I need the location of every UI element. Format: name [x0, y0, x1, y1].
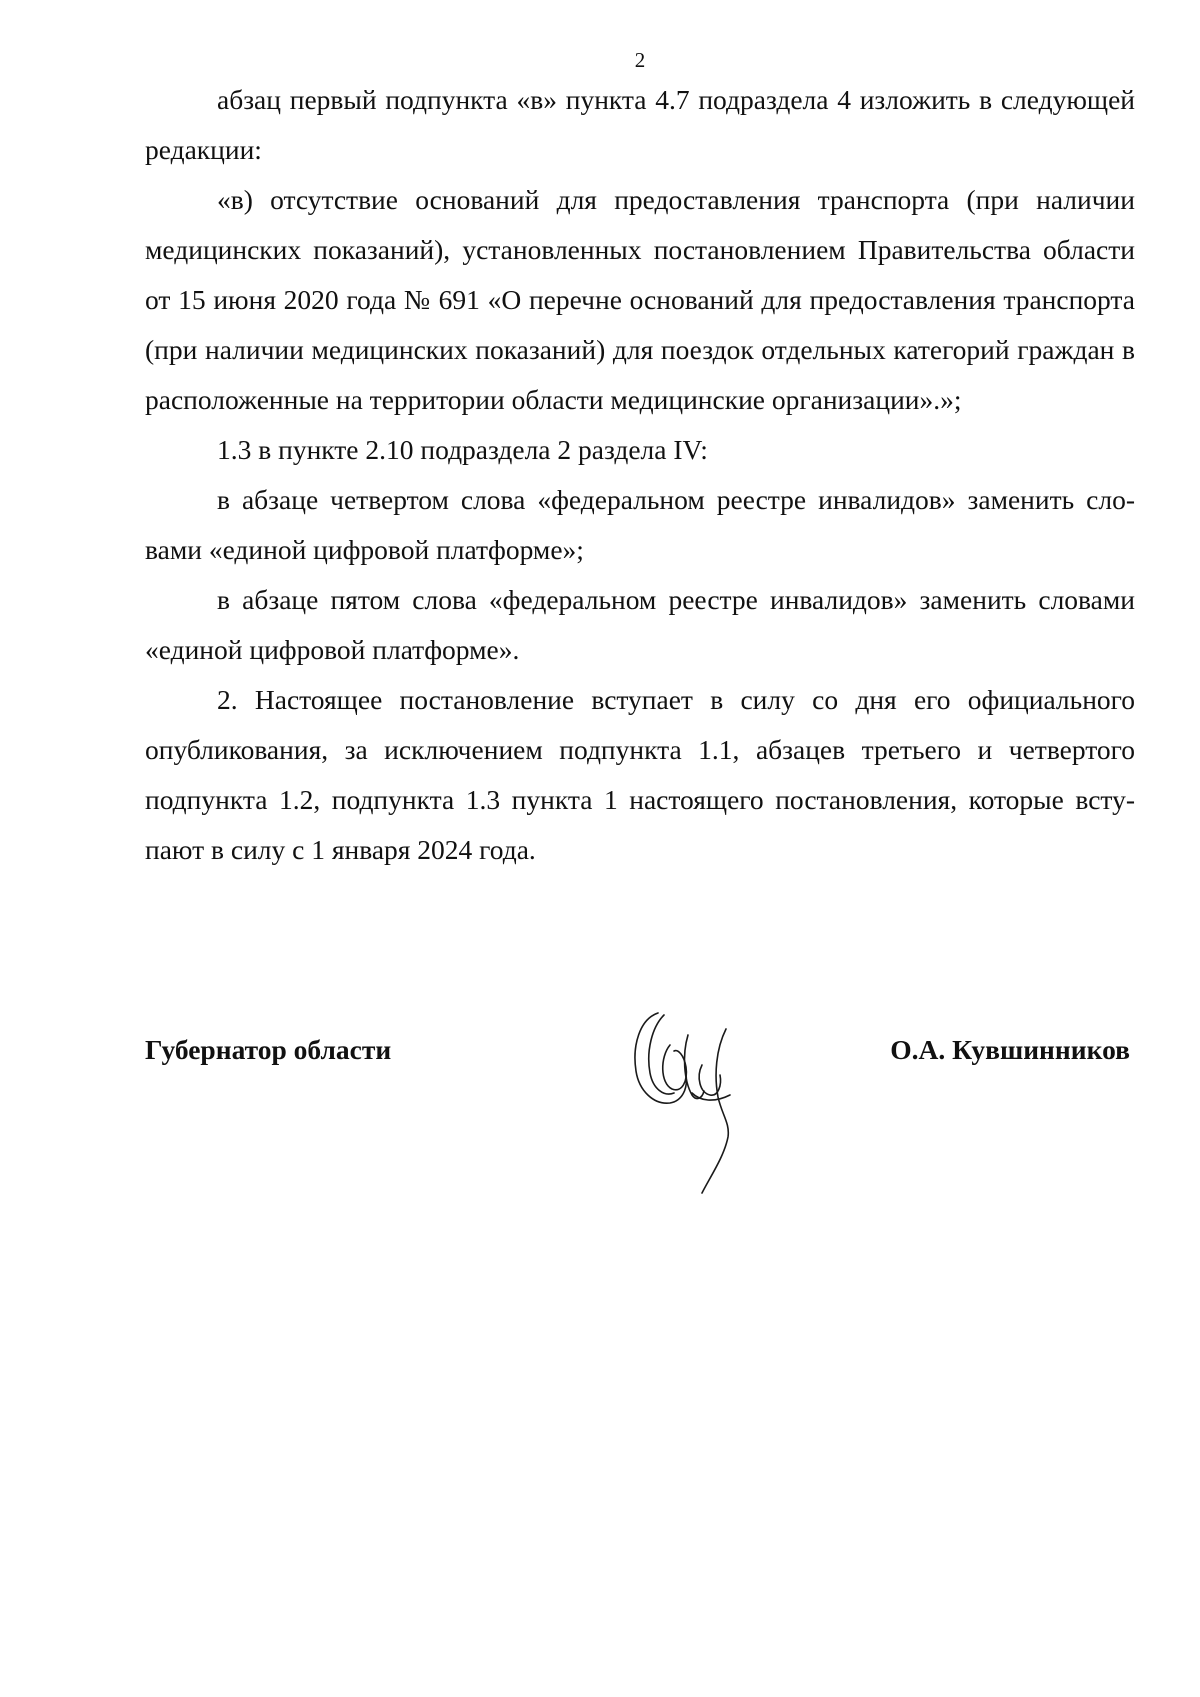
paragraph-1: абзац первый подпункта «в» пункта 4.7 подраздела 4 изложить в следующей редакции: — [145, 84, 1135, 165]
document-body — [145, 75, 1135, 875]
page-number: 2 — [634, 48, 646, 72]
paragraph-6: 2. Настоящее постановление вступает в силу со дня его официального опубликования, за исключением подпункта 1.1, абзацев третьего и четвертого подпункта 1.2, подпункта 1.3 пункта 1 настоящего постановления, которые вступают в силу с 1 января 2024 года. — [145, 684, 1135, 865]
signatory-title: Губернатор области — [145, 1034, 392, 1065]
paragraph-2: «в) отсутствие оснований для предоставления транспорта (при наличии медицинских показаний), установленных постановлением Правительства области от 15 июня 2020 года № 691 «О перечне оснований для предоставления транспорта (при наличии медицинских показаний) для поездок отдельных категорий граждан в расположенные на территории области медицинские организации».»; — [145, 184, 1135, 415]
signatory-name: О.А. Кувшинников — [890, 1034, 1130, 1065]
handwritten-signature — [630, 1005, 750, 1195]
paragraph-4: в абзаце четвертом слова «федеральном реестре инвалидов» заменить словами «единой цифровой платформе»; — [145, 484, 1135, 565]
paragraph-5: в абзаце пятом слова «федеральном реестре инвалидов» заменить словами «единой цифровой платформе». — [145, 584, 1135, 665]
paragraph-3: 1.3 в пункте 2.10 подраздела 2 раздела IV: — [217, 434, 708, 465]
